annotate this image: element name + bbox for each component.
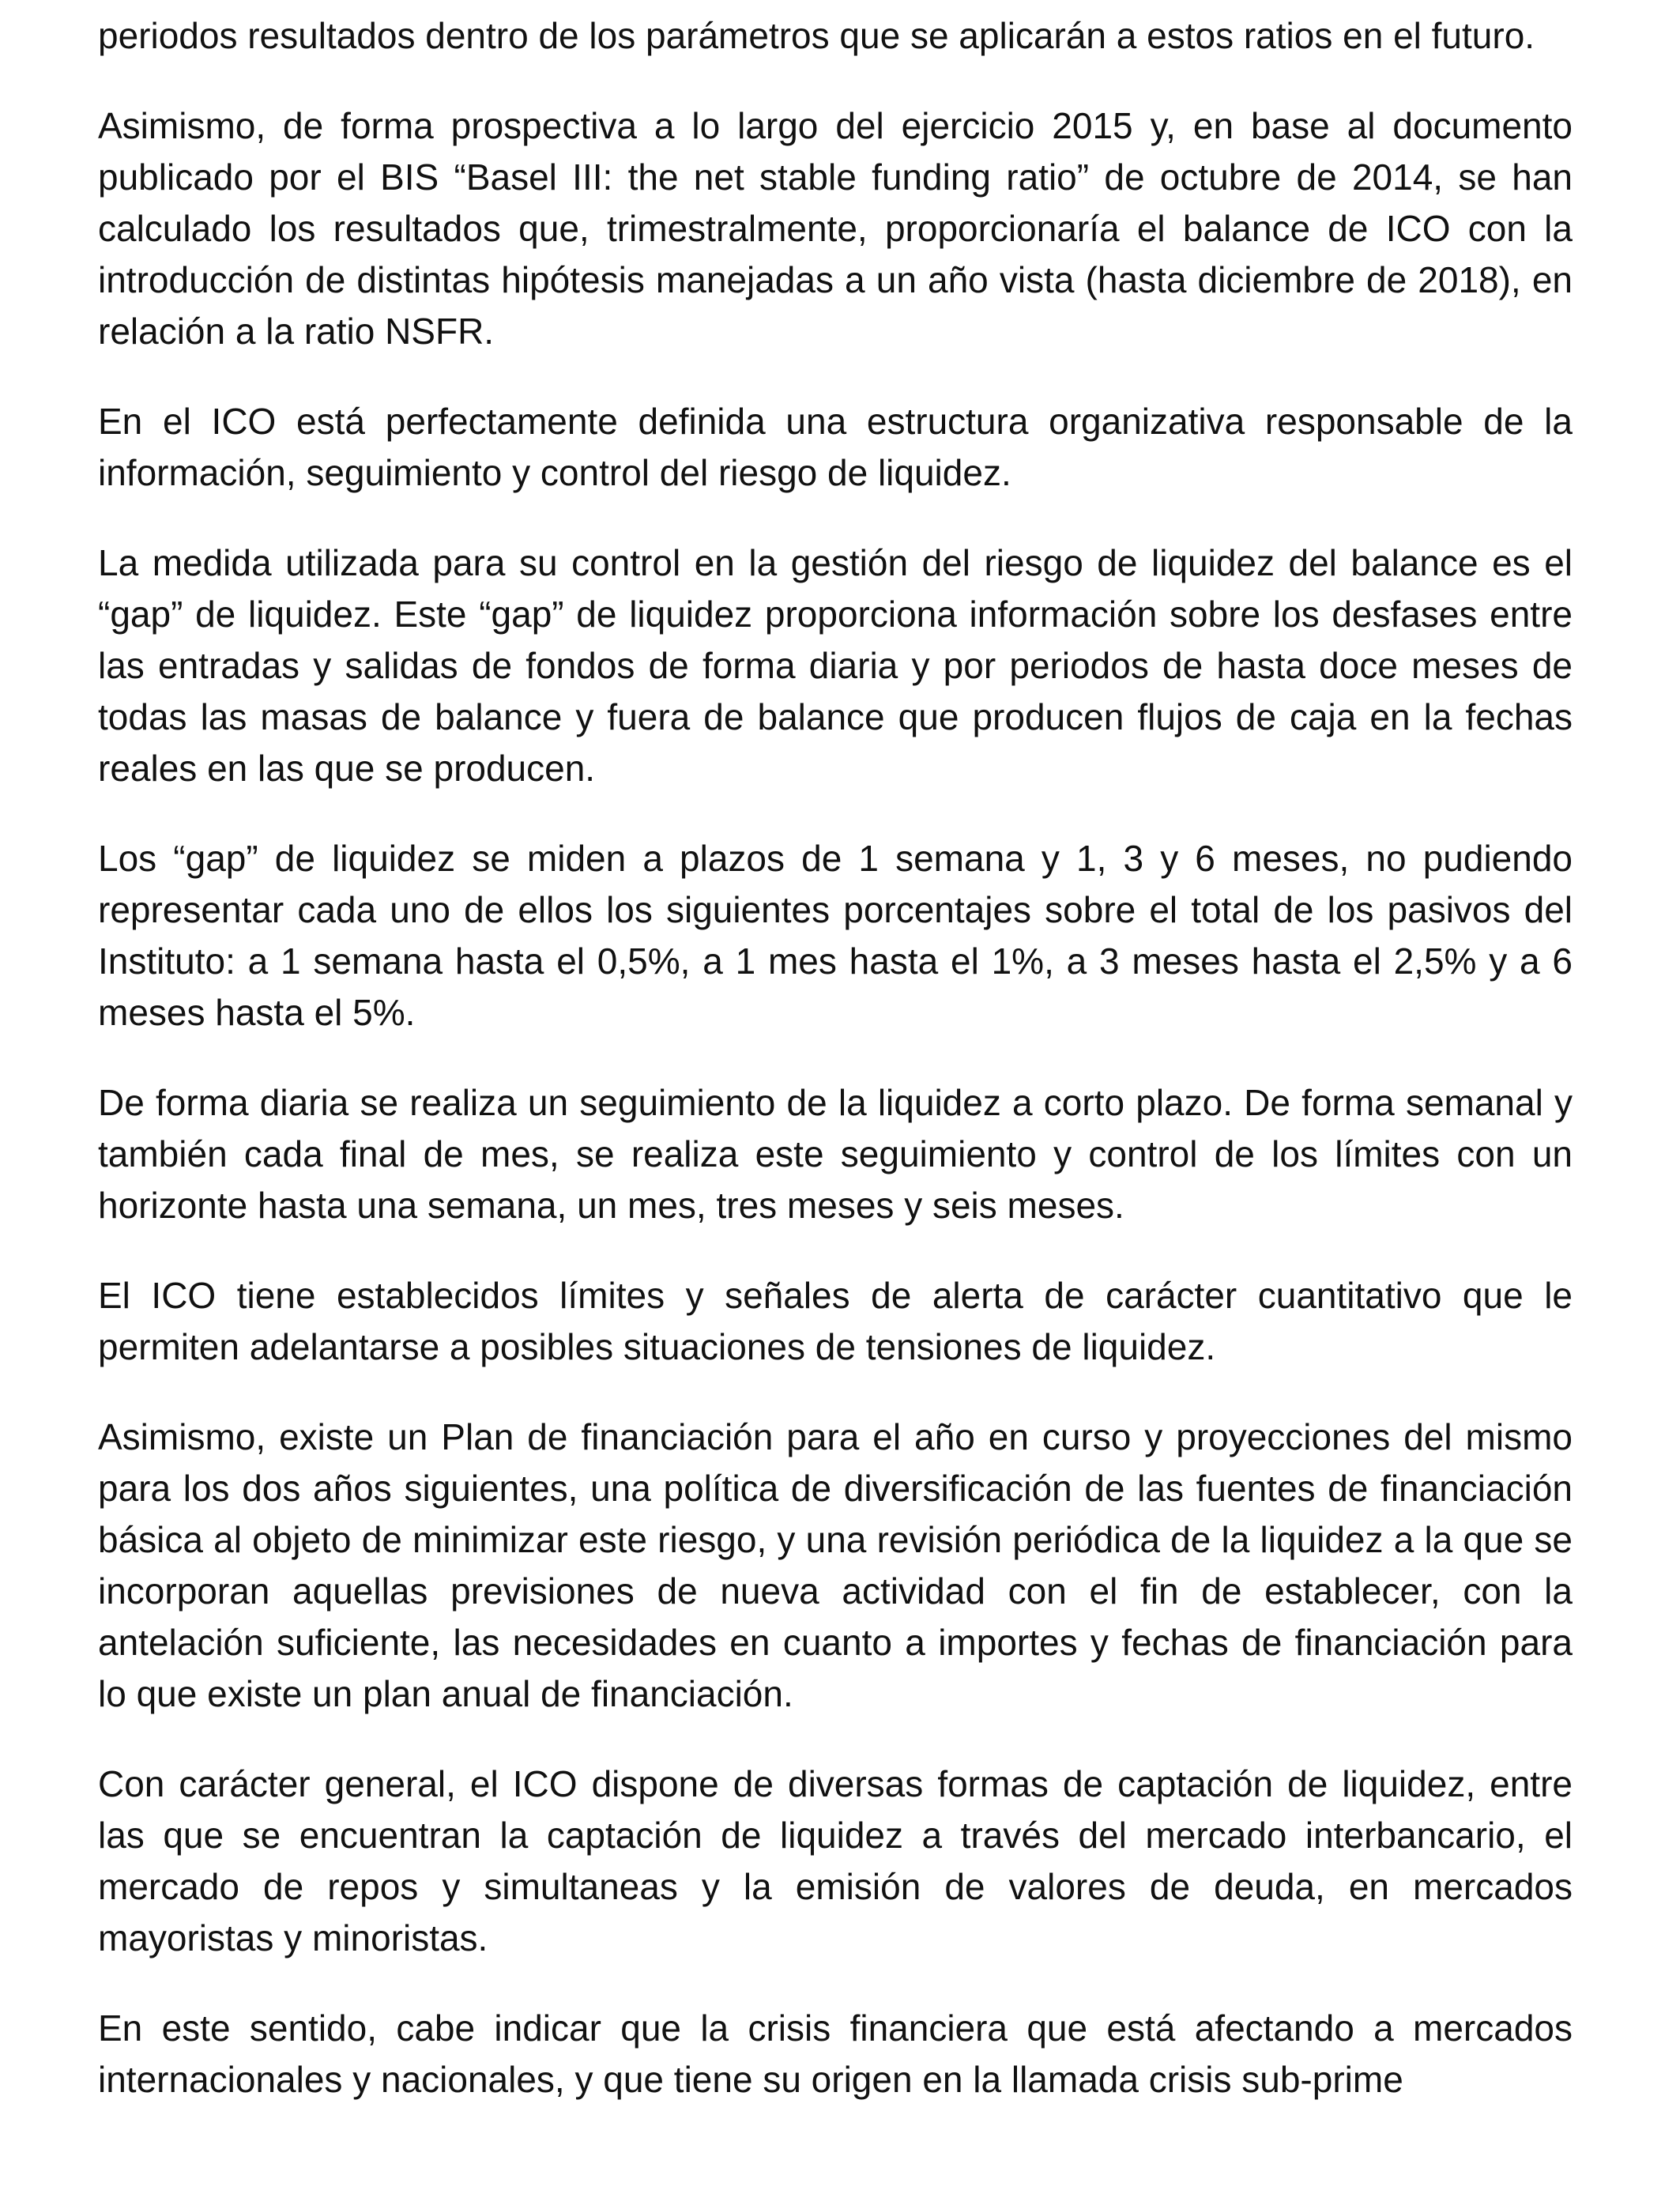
paragraph-organizational-structure: En el ICO está perfectamente definida una estructura organizativa responsable de la información, seguimiento y control del riesgo de liquidez.: [98, 401, 1573, 493]
paragraph-alert-limits: El ICO tiene establecidos límites y señales de alerta de carácter cuantitativo que le permiten adelantarse a posibles situaciones de tensiones de liquidez.: [98, 1275, 1573, 1367]
paragraph-daily-monitoring: De forma diaria se realiza un seguimiento de la liquidez a corto plazo. De forma semanal y también cada final de mes, se realiza este seguimiento y control de los límites con un horizonte hasta una semana, un mes, tres meses y seis meses.: [98, 1082, 1573, 1226]
paragraph-liquidity-gap: La medida utilizada para su control en la gestión del riesgo de liquidez del balance es el “gap” de liquidez. Este “gap” de liquidez proporciona información sobre los desfases entre las entradas y salidas de fondos de forma diaria y por periodos de hasta doce meses de todas las masas de balance y fuera de balance que producen flujos de caja en la fechas reales en las que se producen.: [98, 542, 1573, 789]
paragraph-liquidity-sources: Con carácter general, el ICO dispone de diversas formas de captación de liquidez, entre las que se encuentran la captación de liquidez a través del mercado interbancario, el mercado de repos y simultaneas y la emisión de valores de deuda, en mercados mayoristas y minoristas.: [98, 1763, 1573, 1958]
paragraph-nsfr-projection: Asimismo, de forma prospectiva a lo largo del ejercicio 2015 y, en base al documento publicado por el BIS “Basel III: the net stable funding ratio” de octubre de 2014, se han calculado los resultados que, trimestralmente, proporcionaría el balance de ICO con la introducción de distintas hipótesis manejadas a un año vista (hasta diciembre de 2018), en relación a la ratio NSFR.: [98, 105, 1573, 352]
paragraph-ratios-future: periodos resultados dentro de los parámetros que se aplicarán a estos ratios en el futuro.: [98, 15, 1535, 56]
paragraph-gap-limits: Los “gap” de liquidez se miden a plazos de 1 semana y 1, 3 y 6 meses, no pudiendo representar cada uno de ellos los siguientes porcentajes sobre el total de los pasivos del Instituto: a 1 semana hasta el 0,5%, a 1 mes hasta el 1%, a 3 meses hasta el 2,5% y a 6 meses hasta el 5%.: [98, 838, 1573, 1033]
paragraph-financing-plan: Asimismo, existe un Plan de financiación para el año en curso y proyecciones del mismo para los dos años siguientes, una política de diversificación de las fuentes de financiación básica al objeto de minimizar este riesgo, y una revisión periódica de la liquidez a la que se incorporan aquellas previsiones de nueva actividad con el fin de establecer, con la antelación suficiente, las necesidades en cuanto a importes y fechas de financiación para lo que existe un plan anual de financiación.: [98, 1416, 1573, 1714]
paragraph-financial-crisis: En este sentido, cabe indicar que la crisis financiera que está afectando a mercados internacionales y nacionales, y que tiene su origen en la llamada crisis sub-prime: [98, 2007, 1573, 2100]
document-page: [98, 0, 1573, 2194]
